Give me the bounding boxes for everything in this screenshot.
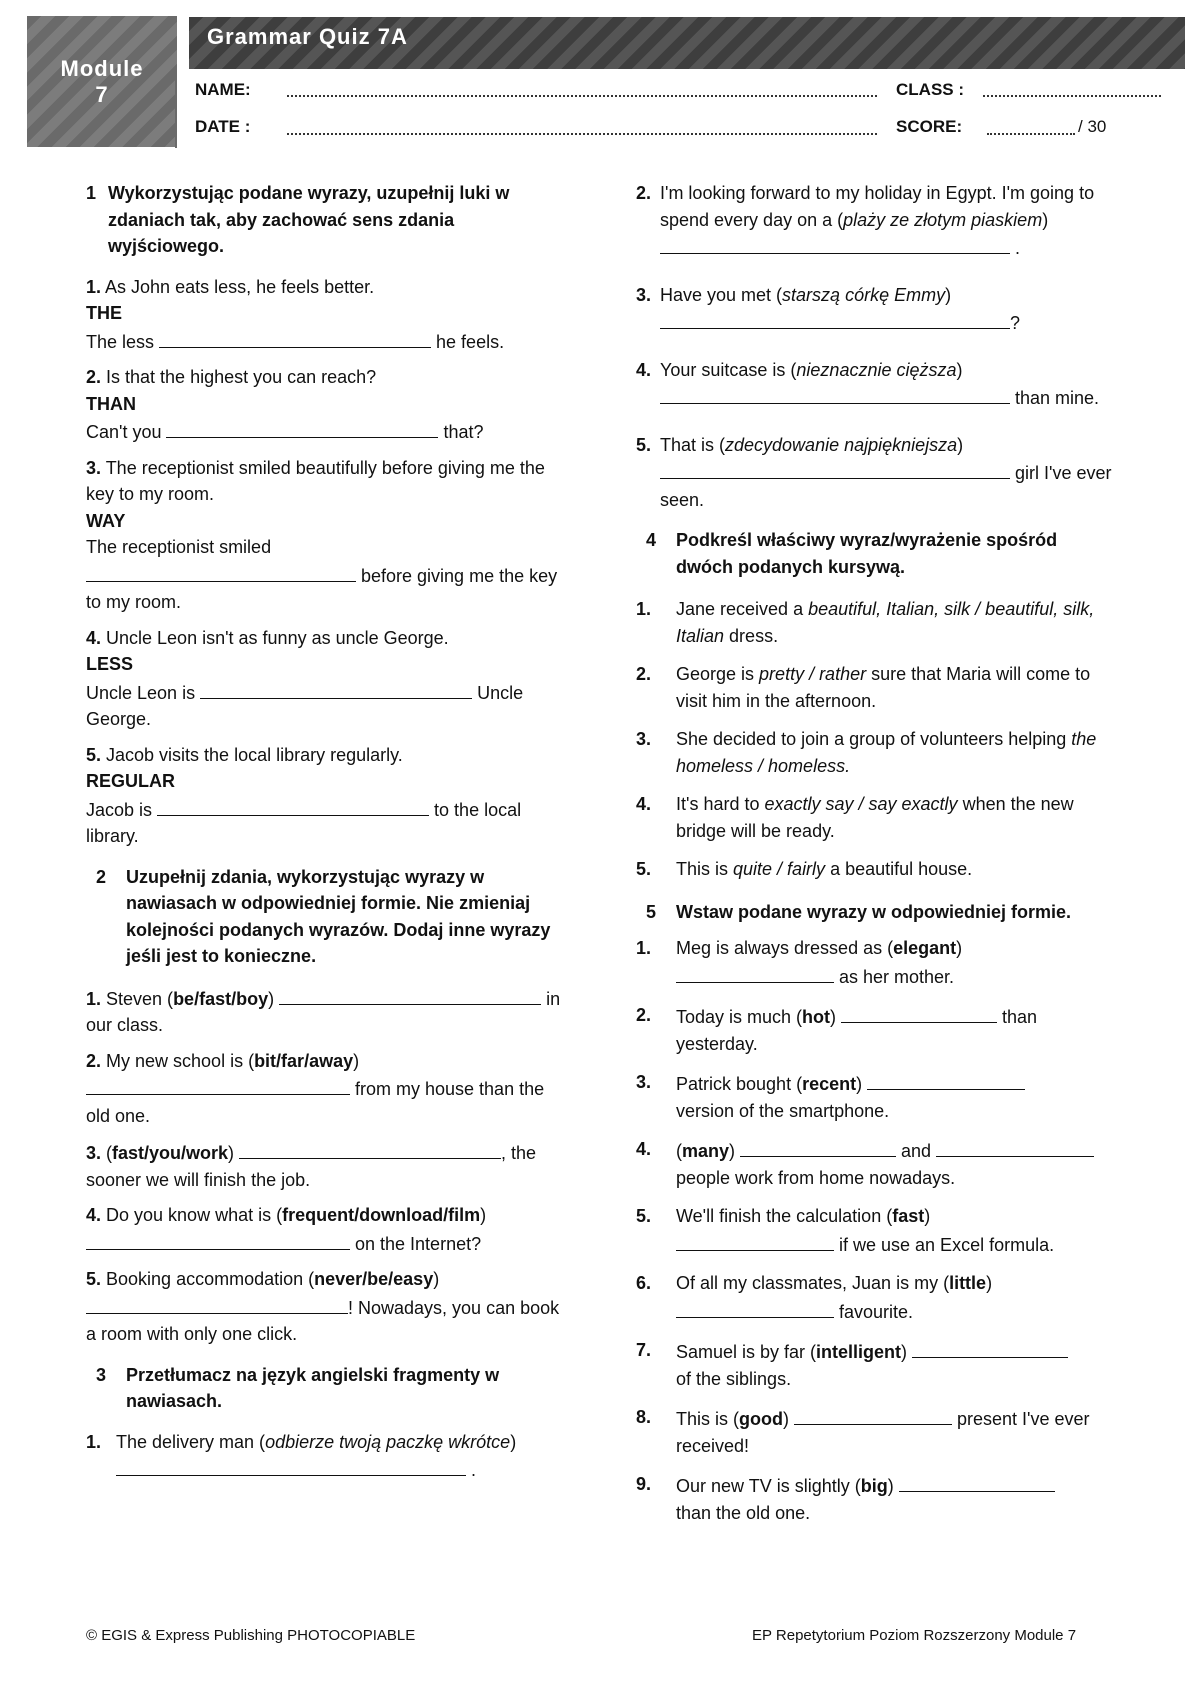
- item-number: 4.: [636, 1139, 652, 1159]
- item-text: Samuel is by far (: [676, 1342, 817, 1362]
- name-field[interactable]: [287, 95, 877, 97]
- polish-phrase: starszą córkę Emmy: [782, 284, 946, 305]
- item-text: ): [510, 1431, 517, 1452]
- item-text: as her mother.: [834, 966, 955, 987]
- answer-blank[interactable]: [899, 1471, 1055, 1492]
- item-text: on the Internet?: [350, 1233, 482, 1254]
- item-text: Uncle George.: [86, 682, 524, 729]
- item-text: ): [887, 1476, 899, 1496]
- given-word: little: [949, 1273, 987, 1293]
- item-number: 1.: [86, 276, 102, 297]
- answer-blank[interactable]: [86, 1229, 350, 1250]
- task3-item-5: [636, 432, 1116, 514]
- item-number: 6.: [636, 1273, 652, 1293]
- item-text: than yesterday.: [676, 1007, 1038, 1054]
- item-keyword: REGULAR: [86, 771, 175, 791]
- item-number: 4.: [86, 627, 102, 648]
- class-label: CLASS :: [896, 80, 964, 99]
- item-text: to the local library.: [86, 799, 522, 846]
- item-text: ): [782, 1409, 794, 1429]
- item-text: Booking accommodation (: [101, 1269, 315, 1289]
- given-words: be/fast/boy: [173, 988, 269, 1009]
- task3-item-2: [636, 180, 1116, 262]
- item-text: that?: [438, 422, 484, 442]
- item-text: George is: [676, 664, 760, 684]
- item-text: ! Nowadays, you can book a room with only one click.: [86, 1297, 560, 1344]
- item-number: 4.: [636, 794, 652, 814]
- item-number: 1.: [86, 988, 102, 1009]
- task4-item-1[interactable]: [636, 596, 1116, 649]
- task1-instruction: Wykorzystując podane wyrazy, uzupełnij luki w zdaniach tak, aby zachować sens zdania wyjściowego.: [108, 183, 510, 256]
- item-text: ): [956, 938, 963, 958]
- item-text: I'm looking forward to my holiday in Egypt. I'm going to spend every day on a (: [660, 183, 1095, 230]
- answer-blank[interactable]: [740, 1136, 896, 1157]
- given-words: frequent/download/film: [282, 1205, 481, 1225]
- task5-item-6: [636, 1270, 1116, 1325]
- item-text: from my house than the old one.: [86, 1079, 545, 1126]
- answer-blank[interactable]: [676, 962, 834, 983]
- task4-item-3[interactable]: [636, 726, 1116, 779]
- task5-item-7: [636, 1337, 1116, 1392]
- given-word: elegant: [893, 938, 957, 958]
- item-number: 5.: [636, 859, 652, 879]
- item-number: 3.: [636, 284, 652, 305]
- item-number: 4.: [636, 359, 652, 380]
- item-text: Do you know what is (: [101, 1205, 283, 1225]
- task5-item-9: [636, 1471, 1116, 1526]
- word-options[interactable]: the homeless / homeless.: [676, 729, 1097, 776]
- task1-header: [86, 180, 566, 260]
- task5-number: 5: [646, 901, 657, 922]
- module-badge: [27, 16, 177, 147]
- item-number: 1.: [636, 599, 652, 619]
- answer-blank[interactable]: [157, 795, 429, 816]
- item-text: Jacob is: [86, 799, 158, 820]
- item-text: when the new bridge will be ready.: [676, 794, 1074, 841]
- polish-phrase: nieznacznie cięższa: [796, 359, 957, 380]
- item-text: , the sooner we will finish the job.: [86, 1143, 537, 1190]
- item-number: 5.: [636, 1206, 652, 1226]
- item-text: ): [228, 1143, 240, 1163]
- item-text: It's hard to: [676, 794, 765, 814]
- task5-item-5: [636, 1203, 1116, 1258]
- word-options[interactable]: quite / fairly: [733, 859, 826, 879]
- item-number: 1.: [636, 938, 652, 958]
- item-text: ): [268, 988, 280, 1009]
- task5-item-2: [636, 1002, 1116, 1057]
- task1-number: 1: [86, 183, 97, 203]
- item-keyword: THE: [86, 303, 122, 323]
- item-text: (: [101, 1143, 113, 1163]
- item-text: Uncle Leon is: [86, 682, 201, 703]
- right-column: [636, 180, 1116, 1526]
- answer-blank[interactable]: [86, 1293, 348, 1314]
- answer-blank[interactable]: [676, 1297, 834, 1318]
- answer-blank[interactable]: [676, 1230, 834, 1251]
- task3-header: [86, 1362, 516, 1415]
- item-text: people work from home nowadays.: [676, 1167, 956, 1188]
- item-number: 9.: [636, 1474, 652, 1494]
- item-text: ): [353, 1050, 360, 1071]
- answer-blank[interactable]: [660, 308, 1010, 329]
- module-number: 7: [95, 81, 109, 107]
- item-text: That is (: [660, 434, 726, 455]
- answer-blank[interactable]: [86, 1074, 350, 1095]
- item-text: a beautiful house.: [825, 859, 973, 879]
- task4-item-2[interactable]: [636, 661, 1116, 714]
- item-number: 3.: [86, 1143, 102, 1163]
- answer-blank[interactable]: [660, 383, 1010, 404]
- item-number: 5.: [636, 434, 652, 455]
- answer-blank[interactable]: [660, 458, 1010, 479]
- given-word: fast: [892, 1206, 925, 1226]
- task1-item-1: [86, 274, 566, 356]
- polish-phrase: plaży ze złotym piaskiem: [843, 209, 1043, 230]
- item-text: ): [433, 1269, 440, 1289]
- task2-instruction: Uzupełnij zdania, wykorzystując wyrazy w nawiasach w odpowiedniej formie. Nie zmieniaj kolejności podanych wyrazów. Dodaj inne wyrazy jeśli jest to konieczne.: [126, 866, 551, 966]
- item-text: before giving me the key to my room.: [86, 565, 558, 612]
- item-text: dress.: [724, 625, 779, 646]
- polish-phrase: zdecydowanie najpiękniejsza: [725, 434, 958, 455]
- item-text: ?: [1010, 313, 1021, 333]
- item-text: The delivery man (: [116, 1431, 266, 1452]
- item-keyword: THAN: [86, 393, 136, 414]
- task5-item-8: [636, 1404, 1116, 1459]
- date-label: DATE :: [195, 117, 251, 136]
- item-text: This is (: [676, 1409, 739, 1429]
- given-words: never/be/easy: [314, 1269, 434, 1289]
- item-text: Steven (: [101, 988, 174, 1009]
- item-text: present I've ever received!: [676, 1409, 1090, 1456]
- task4-item-5[interactable]: [636, 856, 1116, 883]
- item-number: 2.: [86, 367, 102, 387]
- item-text: Jane received a: [676, 599, 809, 619]
- item-text: Your suitcase is (: [660, 359, 797, 380]
- item-sentence: Jacob visits the local library regularly.: [101, 744, 403, 765]
- answer-blank[interactable]: [912, 1337, 1068, 1358]
- item-text: of the siblings.: [676, 1368, 792, 1389]
- item-number: 2.: [86, 1050, 102, 1071]
- answer-blank[interactable]: [936, 1136, 1094, 1157]
- item-number: 4.: [86, 1205, 102, 1225]
- item-text: ): [480, 1205, 487, 1225]
- item-sentence: The receptionist smiled beautifully before giving me the key to my room.: [86, 457, 545, 504]
- answer-blank[interactable]: [660, 233, 1010, 254]
- item-text: than mine.: [1010, 388, 1100, 408]
- footer-source: EP Repetytorium Poziom Rozszerzony Module 7: [752, 1627, 1077, 1644]
- item-text: ): [856, 1074, 868, 1094]
- item-sentence: Is that the highest you can reach?: [101, 367, 377, 387]
- item-text: ): [901, 1342, 913, 1362]
- answer-blank[interactable]: [200, 678, 472, 699]
- given-word: good: [739, 1409, 783, 1429]
- task5-header: [636, 899, 1116, 926]
- item-text: .: [1010, 238, 1021, 258]
- task3-item-3: [636, 282, 1116, 337]
- task1-item-2: [86, 364, 566, 446]
- task4-header: [636, 527, 1116, 580]
- item-text: Patrick bought (: [676, 1074, 803, 1094]
- item-number: 2.: [636, 1005, 652, 1025]
- answer-blank[interactable]: [86, 561, 356, 582]
- module-label: Module: [60, 55, 144, 81]
- given-words: bit/far/away: [254, 1050, 354, 1071]
- quiz-title: Grammar Quiz 7A: [207, 24, 408, 49]
- task4-instruction: Podkreśl właściwy wyraz/wyrażenie spośród dwóch podanych kursywą.: [676, 530, 1058, 577]
- task2-item-3: [86, 1138, 566, 1193]
- task2-item-2: [86, 1048, 566, 1130]
- item-text: Have you met (: [660, 284, 783, 305]
- given-word: big: [860, 1476, 888, 1496]
- given-words: fast/you/work: [112, 1143, 229, 1163]
- task2-header: [86, 864, 566, 970]
- header-divider: [175, 70, 177, 148]
- task4-number: 4: [646, 530, 657, 550]
- item-text: ): [957, 434, 964, 455]
- task1-item-4: [86, 625, 566, 733]
- polish-phrase: odbierze twoją paczkę wkrótce: [265, 1431, 511, 1452]
- task5-item-3: [636, 1069, 1116, 1124]
- word-options[interactable]: beautiful, Italian, silk / beautiful, silk, Italian: [676, 599, 1095, 646]
- item-text: ): [1042, 209, 1049, 230]
- answer-blank[interactable]: [239, 1138, 501, 1159]
- item-number: 3.: [86, 457, 102, 478]
- left-column: [86, 180, 566, 1484]
- item-text: ): [924, 1206, 931, 1226]
- item-text: The receptionist smiled: [86, 537, 272, 557]
- item-text: ): [830, 1007, 842, 1027]
- task1-item-3: [86, 455, 566, 616]
- item-sentence: Uncle Leon isn't as funny as uncle George.: [101, 627, 449, 648]
- score-total: / 30: [1078, 117, 1107, 136]
- item-text: Our new TV is slightly (: [676, 1476, 861, 1496]
- answer-blank[interactable]: [794, 1404, 952, 1425]
- score-field[interactable]: [987, 133, 1075, 135]
- item-text: The less: [86, 331, 160, 352]
- item-text: in our class.: [86, 988, 561, 1035]
- given-word: intelligent: [816, 1342, 902, 1362]
- answer-blank[interactable]: [116, 1455, 466, 1476]
- item-text: She decided to join a group of volunteers helping: [676, 729, 1072, 749]
- item-text: he feels.: [431, 331, 505, 352]
- item-keyword: WAY: [86, 510, 126, 531]
- footer-copyright: © EGIS & Express Publishing PHOTOCOPIABLE: [86, 1627, 416, 1644]
- item-number: 5.: [86, 1269, 102, 1289]
- task2-item-4: [86, 1202, 566, 1257]
- task3-item-4: [636, 357, 1116, 412]
- item-text: ): [945, 284, 952, 305]
- word-options[interactable]: pretty / rather: [759, 664, 867, 684]
- answer-blank[interactable]: [867, 1069, 1025, 1090]
- item-text: This is: [676, 859, 734, 879]
- task4-item-4[interactable]: [636, 791, 1116, 844]
- item-sentence: As John eats less, he feels better.: [101, 276, 375, 297]
- score-label: SCORE:: [896, 117, 963, 136]
- item-text: We'll finish the calculation (: [676, 1206, 893, 1226]
- task5-instruction: Wstaw podane wyrazy w odpowiedniej formie.: [676, 901, 1072, 922]
- task3-number: 3: [96, 1364, 107, 1385]
- answer-blank[interactable]: [166, 417, 438, 438]
- task1-item-5: [86, 742, 566, 850]
- item-text: than the old one.: [676, 1502, 811, 1523]
- item-text: if we use an Excel formula.: [834, 1234, 1055, 1255]
- given-word: many: [682, 1141, 730, 1161]
- item-number: 2.: [636, 664, 652, 684]
- item-text: ): [729, 1141, 741, 1161]
- item-text: sure that Maria will come to visit him in the afternoon.: [676, 664, 1091, 711]
- item-text: ): [956, 359, 963, 380]
- item-text: ): [986, 1273, 993, 1293]
- task5-item-4: [636, 1136, 1116, 1191]
- task5-item-1: [636, 935, 1116, 990]
- item-text: Can't you: [86, 422, 167, 442]
- item-text: version of the smartphone.: [676, 1100, 890, 1121]
- item-text: Meg is always dressed as (: [676, 938, 894, 958]
- item-text: Today is much (: [676, 1007, 803, 1027]
- item-text: Of all my classmates, Juan is my (: [676, 1273, 950, 1293]
- answer-blank[interactable]: [279, 984, 541, 1005]
- class-field[interactable]: [983, 95, 1161, 97]
- item-number: 1.: [86, 1431, 102, 1452]
- item-text: (: [676, 1141, 682, 1161]
- task3-item-1: [86, 1429, 566, 1484]
- task2-number: 2: [96, 866, 107, 887]
- item-keyword: LESS: [86, 654, 134, 674]
- item-number: 5.: [86, 744, 102, 765]
- task2-item-5: [86, 1266, 566, 1348]
- item-text: favourite.: [834, 1301, 914, 1322]
- task2-item-1: [86, 984, 566, 1039]
- date-field[interactable]: [287, 133, 877, 135]
- item-text: .: [466, 1460, 477, 1480]
- answer-blank[interactable]: [841, 1002, 997, 1023]
- name-label: NAME:: [195, 80, 251, 99]
- item-text: and: [896, 1141, 937, 1161]
- task3-instruction: Przetłumacz na język angielski fragmenty w nawiasach.: [126, 1364, 500, 1411]
- item-text: My new school is (: [101, 1050, 255, 1071]
- given-word: recent: [802, 1074, 857, 1094]
- answer-blank[interactable]: [159, 327, 431, 348]
- item-number: 8.: [636, 1407, 652, 1427]
- item-number: 3.: [636, 729, 652, 749]
- item-text: girl I've ever seen.: [660, 463, 1112, 510]
- given-word: hot: [802, 1007, 831, 1027]
- item-number: 7.: [636, 1340, 652, 1360]
- item-number: 3.: [636, 1072, 652, 1092]
- item-number: 2.: [636, 183, 652, 203]
- word-options[interactable]: exactly say / say exactly: [764, 794, 958, 814]
